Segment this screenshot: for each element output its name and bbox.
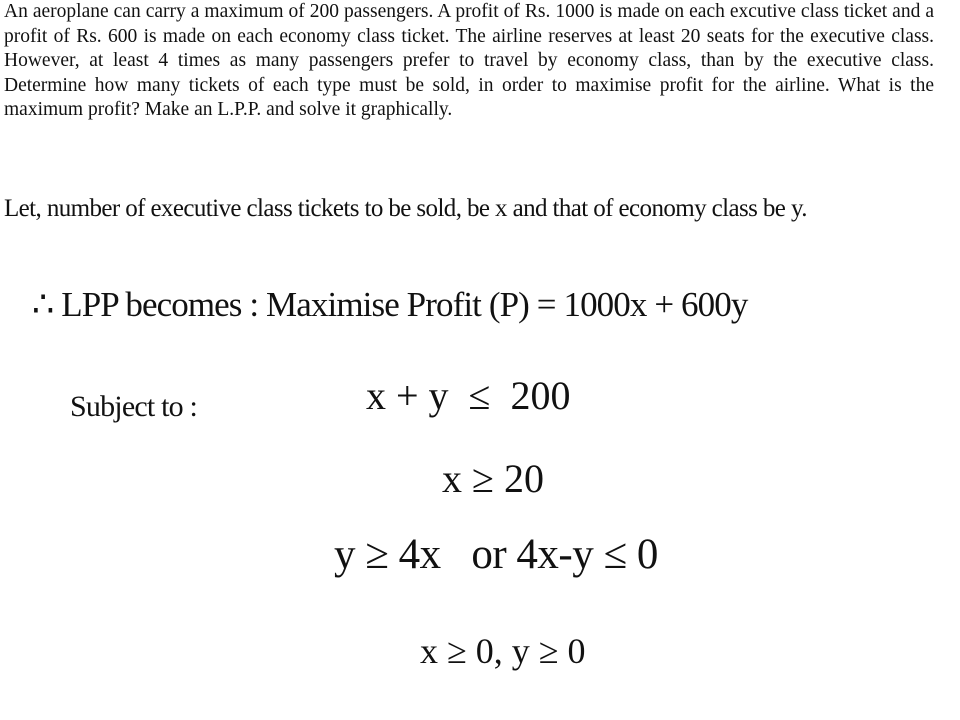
constraint-total-seats: x + y ≤ 200	[366, 373, 571, 418]
constraint-executive-min: x ≥ 20	[442, 456, 544, 501]
objective-function: ∴ LPP becomes : Maximise Profit (P) = 1000x + 600y	[32, 285, 748, 324]
constraint-non-negativity: x ≥ 0, y ≥ 0	[420, 631, 586, 671]
variable-definition: Let, number of executive class tickets to be sold, be x and that of economy class be y.	[4, 195, 807, 222]
problem-statement: An aeroplane can carry a maximum of 200 passengers. A profit of Rs. 1000 is made on each excutive class ticket and a profit of Rs. 600 is made on each economy class ticket. The airline reserves at least 20 seats for the executive class. However, at least 4 times as many passengers prefer to travel by economy class, than by the executive class. Determine how many tickets of each type must be sold, in order to maximise profit for the airline. What is the maximum profit? Make an L.P.P. and solve it graphically.	[4, 1, 934, 121]
subject-to-label: Subject to :	[70, 390, 198, 423]
constraint-economy-ratio: y ≥ 4x or 4x-y ≤ 0	[334, 531, 658, 578]
